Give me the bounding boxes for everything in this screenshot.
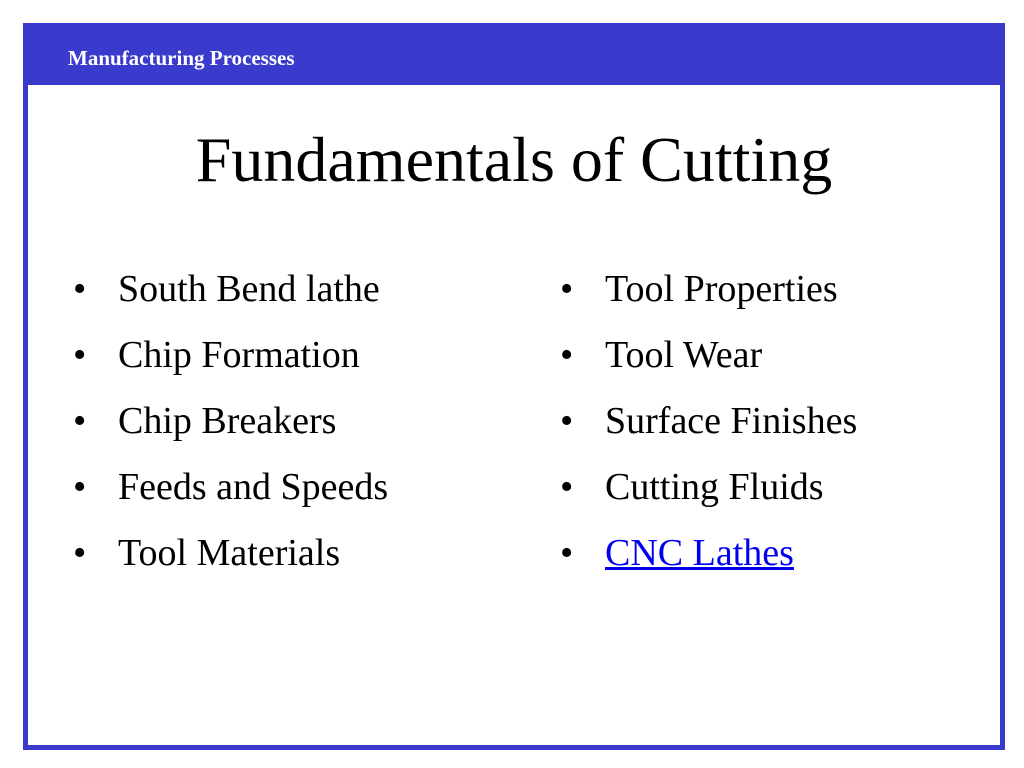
slide-title: Fundamentals of Cutting [195, 124, 833, 195]
bullet-icon: • [560, 466, 574, 508]
bullet-label: Tool Materials [118, 532, 341, 574]
bullet-icon: • [73, 334, 87, 376]
bullet-label: South Bend lathe [118, 268, 380, 310]
bullet-icon: • [560, 400, 574, 442]
cnc-lathes-link[interactable]: CNC Lathes [605, 532, 794, 574]
bullet-label: Chip Breakers [118, 400, 337, 442]
bullet-icon: • [73, 532, 87, 574]
slide-frame [23, 23, 1005, 750]
bullet-label: Chip Formation [118, 334, 360, 376]
header-title: Manufacturing Processes [68, 46, 295, 70]
bullet-label: Cutting Fluids [605, 466, 824, 508]
bullet-icon: • [560, 532, 574, 574]
bullet-icon: • [73, 400, 87, 442]
header-band [28, 28, 1000, 85]
bullet-icon: • [73, 466, 87, 508]
bullet-label: Surface Finishes [605, 400, 858, 442]
bullet-label: Tool Properties [605, 268, 838, 310]
bullet-label: Feeds and Speeds [118, 466, 389, 508]
bullet-icon: • [560, 334, 574, 376]
bullet-icon: • [73, 268, 87, 310]
bullet-icon: • [560, 268, 574, 310]
bullet-label: Tool Wear [605, 334, 763, 376]
